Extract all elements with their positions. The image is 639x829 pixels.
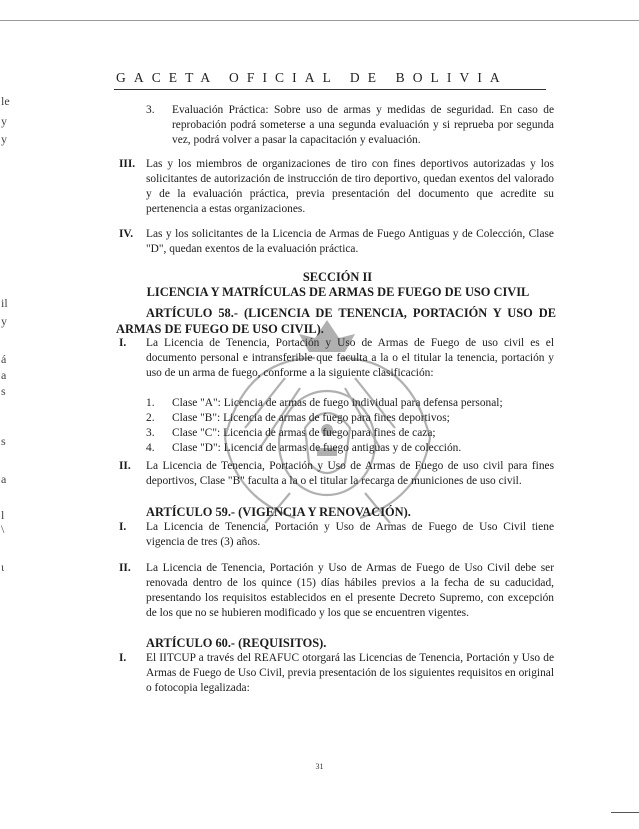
scan-edge-mark: [611, 812, 639, 813]
margin-letter: á: [1, 352, 7, 366]
margin-letter: il: [1, 296, 8, 310]
item-number: 3.: [146, 104, 155, 116]
class-number: 2.: [146, 412, 155, 424]
article-59-paragraph-ii: La Licencia de Tenencia, Portación y Uso de Armas de Fuego de Uso Civil debe ser renovada dentro de los quince (15) días hábiles previos a la fecha de su caducidad, presentando los requisitos establecidos en el presente Decreto Supremo, con excepción de los que no se hubieren modificado y los que se encuentren vigentes.: [146, 562, 554, 619]
article-60-heading: ARTÍCULO 60.- (REQUISITOS).: [146, 636, 327, 650]
class-a-item: Clase "A": Licencia de armas de fuego individual para defensa personal;: [172, 397, 503, 409]
article-58-paragraph-ii: La Licencia de Tenencia, Portación y Uso de Armas de Fuego de uso civil para fines deportivos, Clase "B" faculta a la o el titular la recarga de municiones de uso civil.: [146, 460, 554, 487]
paragraph-label: II.: [119, 460, 131, 472]
paragraph-label: I.: [119, 652, 127, 664]
margin-letter: ι: [1, 560, 5, 574]
article-59-paragraph-i: La Licencia de Tenencia, Portación y Uso de Armas de Fuego de Uso Civil tiene vigencia de tres (3) años.: [146, 521, 554, 548]
paragraph-label: I.: [119, 521, 127, 533]
paragraph-iii-text: Las y los miembros de organizaciones de tiro con fines deportivos autorizadas y los solicitantes de autorización de instrucción de tiro deportivo, quedan exentos del valorado y de la evaluación práctica, previa presentación del documento que acredite su pertenencia a estas organizaciones.: [146, 158, 554, 215]
left-margin-bleed: [0, 0, 14, 829]
class-number: 4.: [146, 442, 155, 454]
margin-letter: y: [1, 132, 7, 146]
masthead-rule: [114, 89, 546, 90]
margin-letter: s: [1, 384, 6, 398]
item-3-text: Evaluación Práctica: Sobre uso de armas y medidas de seguridad. En caso de reprobación podrá someterse a una segunda evaluación y si reprueba por segunda vez, podrá volver a pasar la capacitación y evaluación.: [172, 104, 554, 146]
class-c-item: Clase "C": Licencia de armas de fuego para fines de caza;: [172, 427, 436, 439]
class-b-item: Clase "B": Licencia de armas de fuego para fines deportivos;: [172, 412, 450, 424]
page-number: 31: [315, 762, 324, 771]
margin-letter: l: [1, 508, 5, 522]
margin-letter: a: [1, 368, 7, 382]
margin-letter: le: [1, 94, 10, 108]
article-58-paragraph-i: La Licencia de Tenencia, Portación y Uso de Armas de Fuego de uso civil es el documento personal e intransferible que faculta a la o el titular la tenencia, portación y uso de un arma de fuego, conforme a la siguiente clasificación:: [146, 337, 554, 379]
article-59-heading: ARTÍCULO 59.- (VIGENCIA Y RENOVACIÓN).: [146, 505, 411, 519]
margin-letter: y: [1, 314, 7, 328]
class-d-item: Clase "D": Licencia de armas de fuego antiguas y de colección.: [172, 442, 462, 454]
gazette-masthead: GACETA OFICIAL DE BOLIVIA: [116, 70, 508, 85]
article-58-heading: ARTÍCULO 58.- (LICENCIA DE TENENCIA, PORTACIÓN Y USO DE ARMAS DE FUEGO DE USO CIVIL).: [116, 306, 556, 336]
article-60-paragraph-i: El IITCUP a través del REAFUC otorgará las Licencias de Tenencia, Portación y Uso de Armas de Fuego de Uso Civil, previa presentación de los siguientes requisitos en original o fotocopia legalizada:: [146, 652, 554, 694]
scan-edge-line: [0, 20, 639, 21]
paragraph-label: IV.: [119, 228, 134, 240]
margin-letter: \: [1, 522, 5, 536]
margin-letter: a: [1, 472, 7, 486]
margin-letter: y: [1, 114, 7, 128]
class-number: 3.: [146, 427, 155, 439]
paragraph-label: I.: [119, 337, 127, 349]
paragraph-label: II.: [119, 562, 131, 574]
section-title: SECCIÓN II: [302, 270, 373, 284]
margin-letter: s: [1, 434, 6, 448]
section-subtitle: LICENCIA Y MATRÍCULAS DE ARMAS DE FUEGO DE USO CIVIL: [146, 285, 530, 299]
paragraph-iv-text: Las y los solicitantes de la Licencia de Armas de Fuego Antiguas y de Colección, Clase "D", quedan exentos de la evaluación práctica.: [146, 228, 554, 255]
class-number: 1.: [146, 397, 155, 409]
paragraph-label: III.: [119, 158, 136, 170]
